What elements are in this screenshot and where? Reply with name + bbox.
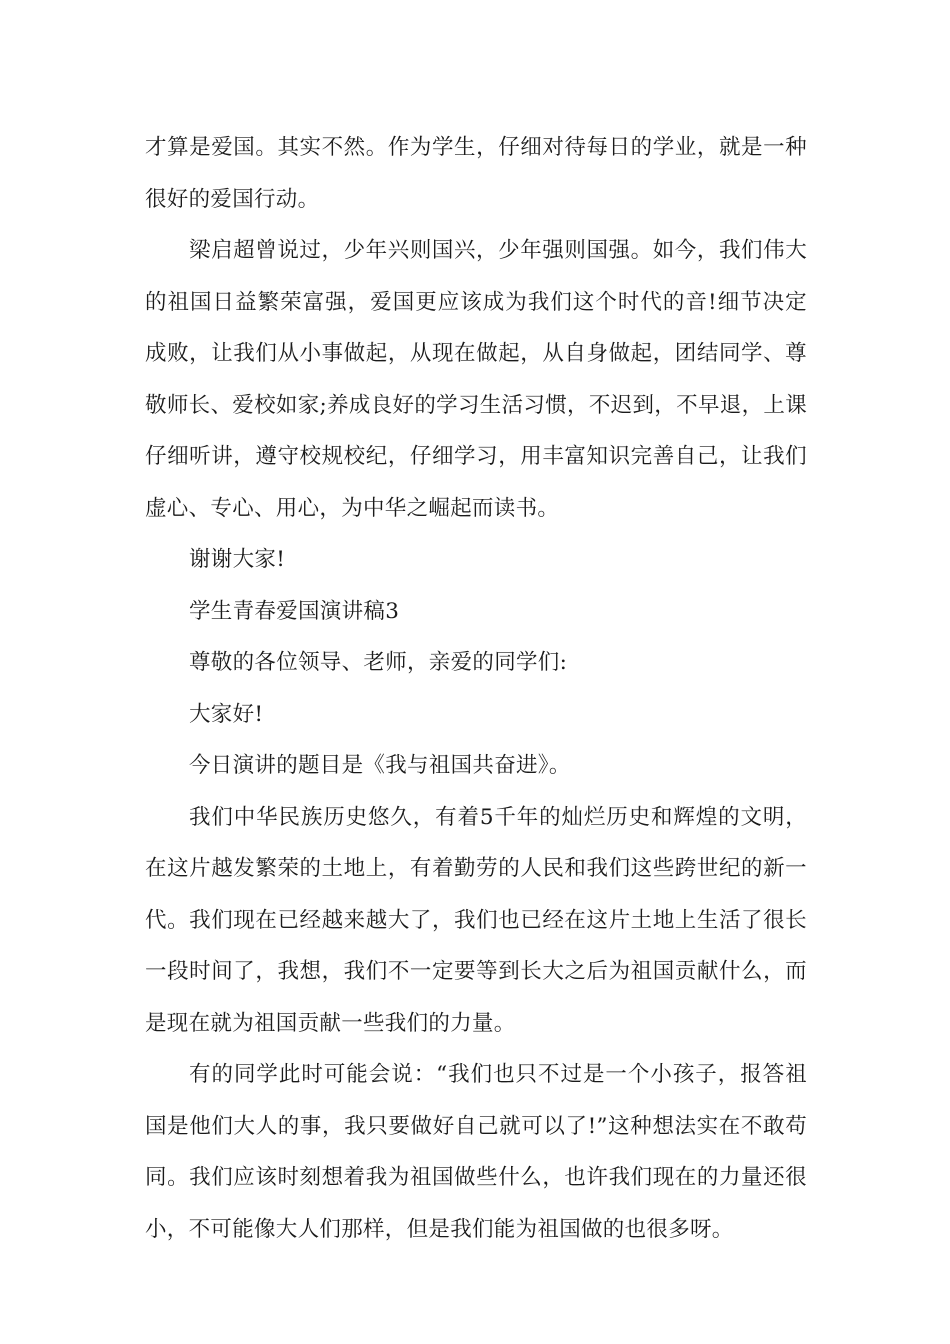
paragraph-greeting: 大家好! xyxy=(189,701,264,727)
paragraph-continuation: 才算是爱国。其实不然。作为学生，仔细对待每日的学业，就是一种很好的爱国行动。 xyxy=(145,135,807,212)
paragraph-contribution: 有的同学此时可能会说：“我们也只不过是一个小孩子，报答祖国是他们大人的事，我只要做好自己就可以了!”这种想法实在不敢苟同。我们应该时刻想着我为祖国做些什么，也许我们现在的力量还很小，不可能像大人们那样，但是我们能为祖国做的也很多呀。 xyxy=(145,1062,807,1242)
document-body xyxy=(145,122,807,1255)
paragraph-history: 我们中华民族历史悠久，有着5千年的灿烂历史和辉煌的文明，在这片越发繁荣的土地上，有着勤劳的人民和我们这些跨世纪的新一代。我们现在已经越来越大了，我们也已经在这片土地上生活了很长一段时间了，我想，我们不一定要等到长大之后为祖国贡献什么，而是现在就为祖国贡献一些我们的力量。 xyxy=(145,804,807,1036)
paragraph-liang-qichao: 梁启超曾说过，少年兴则国兴，少年强则国强。如今，我们伟大的祖国日益繁荣富强，爱国更应该成为我们这个时代的音!细节决定成败，让我们从小事做起，从现在做起，从自身做起，团结同学、尊敬师长、爱校如家;养成良好的学习生活习惯，不迟到，不早退，上课仔细听讲，遵守校规校纪，仔细学习，用丰富知识完善自己，让我们虚心、专心、用心，为中华之崛起而读书。 xyxy=(145,238,807,521)
paragraph-topic: 今日演讲的题目是《我与祖国共奋进》。 xyxy=(189,753,571,778)
paragraph-thanks: 谢谢大家! xyxy=(189,547,286,572)
paragraph-salutation: 尊敬的各位领导、老师，亲爱的同学们: xyxy=(189,650,568,675)
speech-title: 学生青春爱国演讲稿3 xyxy=(189,598,400,624)
